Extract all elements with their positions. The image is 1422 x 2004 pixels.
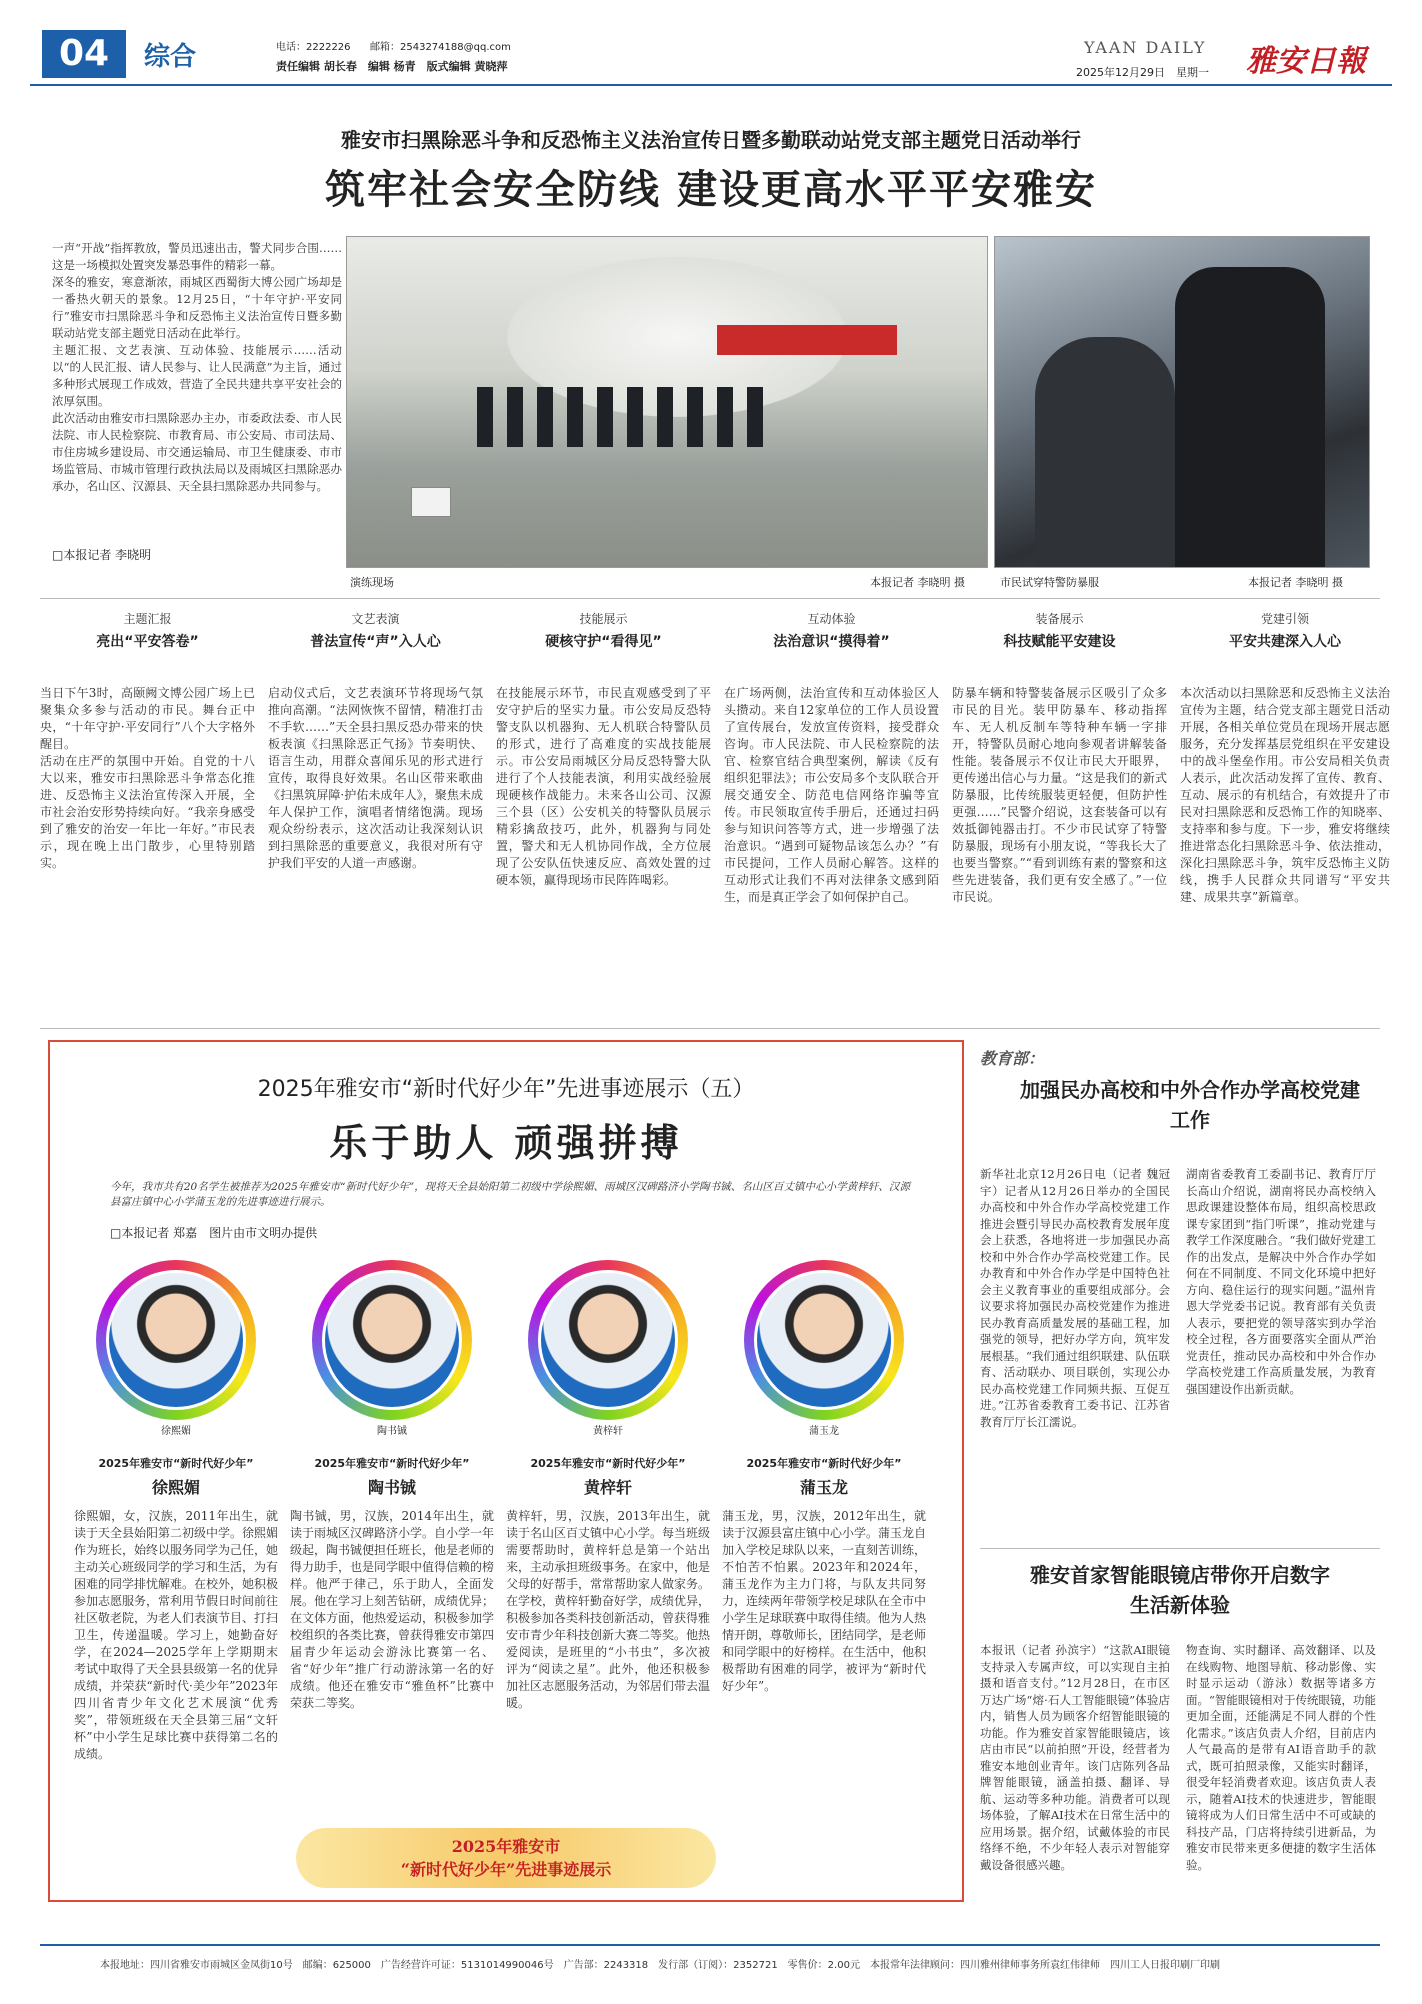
footer-rule: [40, 1944, 1380, 1946]
column-title: 平安共建深入人心: [1229, 634, 1341, 650]
issue-date: 2025年12月29日 星期一: [1076, 66, 1209, 79]
column-1: [40, 610, 255, 1025]
masthead: [30, 0, 1392, 88]
column-body: 本次活动以扫黑除恶和反恐怖主义法治宣传为主题，结合党支部主题党日活动开展，各相关单位党员在现场开展志愿服务，充分发挥基层党组织在平安建设中的战斗堡垒作用。市公安局相关负责人表示，此次活动发挥了宣传、教育、互动、展示的有机结合，有效提升了市民对扫黑除恶和反恐怖工作的知晓率、支持率和参与度。下一步，雅安将继续推进常态化扫黑除恶斗争、依法推动，深化扫黑除恶斗争，筑牢反恐怖主义防线，携手人民群众共同谱写“平安共建、成果共享”新篇章。: [1180, 686, 1390, 904]
hero-2: [290, 1260, 494, 1808]
caption-riot: 市民试穿特警防暴服: [1000, 576, 1099, 589]
footer-info: 本报地址：四川省雅安市雨城区金凤街10号 邮编：625000 广告经营许可证：5131014990046号 广告部：2243318 发行部（订阅）：2352721 零售价：2.00元 本报常年法律顾问：四川雅州律师事务所袁红伟律师 四川工人日报印刷厂印刷: [100, 1960, 1220, 1971]
hero-tag: 陶书铖: [377, 1426, 407, 1437]
youth-headline: 乐于助人 顽强拼搏: [329, 1121, 683, 1165]
edu-col1: 新华社北京12月26日电（记者 魏冠宇）记者从12月26日举办的全国民办高校和中外合作办学高校党建工作推进会暨引导民办高校教育发展年度会上获悉，各地将进一步加强民办高校和中外合作办学高校党建工作。民办教育和中外合作办学是中国特色社会主义教育事业的重要组成部分。会议要求将加强民办高校党建作为推进民办教育高质量发展的基础工程，加强党的领导，把好办学方向，筑牢发展根基。“我们通过组织联建、队伍联育、活动联办、项目联创，实现公办民办高校党建工作同频共振、互促互进。”江苏省委教育工委书记、江苏省教育厅厅长江濡说。: [980, 1167, 1170, 1429]
edu-headline: 加强民办高校和中外合作办学高校党建工作: [1020, 1078, 1360, 1132]
credit-drill: 本报记者 李晓明 摄: [870, 576, 965, 589]
column-5: [952, 610, 1167, 1025]
youth-byline: □本报记者 郑嘉 图片由市文明办提供: [110, 1226, 318, 1240]
column-kicker: 装备展示: [1035, 612, 1084, 626]
hero-award: 2025年雅安市“新时代好少年”: [746, 1457, 902, 1470]
mid-divider: [40, 1028, 1380, 1029]
column-body: 当日下午3时，高颐阙文博公园广场上已聚集众多参与活动的市民。舞台正中央，“十年守护·平安同行”八个大字格外醒目。 活动在庄严的氛围中开始。自党的十八大以来，雅安市扫黑除恶斗争常态化推进、反恐怖主义法治宣传深入开展，全市社会治安形势持续向好。“我亲身感受到了雅安的治安一年比一年好。”市民表示，现在晚上出门散步，心里特别踏实。: [40, 686, 255, 870]
hero-award: 2025年雅安市“新时代好少年”: [98, 1457, 254, 1470]
hero-body: 黄梓轩，男，汉族，2013年出生，就读于名山区百丈镇中心小学。每当班级需要帮助时，黄梓轩总是第一个站出来，主动承担班级事务。在家中，他是父母的好帮手，常常帮助家人做家务。在学校，黄梓轩勤奋好学，成绩优异，积极参加各类科技创新活动，曾获得雅安市青少年科技创新大赛二等奖。他热爱阅读，是班里的“小书虫”，多次被评为“阅读之星”。此外，他还积极参加社区志愿服务活动，为邻居们带去温暖。: [506, 1509, 710, 1710]
edu-col2: 湖南省委教育工委副书记、教育厅厅长高山介绍说，湖南将民办高校纳入思政课建设整体布局，组织高校思政课专家团到“指门听课”，推动党建与教学工作深度融合。“我们做好党建工作的出发点，是解决中外合作办学如何在不同制度、不同文化环境中把好方向、稳住运行的现实问题。”温州肯恩大学党委书记说。教育部有关负责人表示，要把党的领导落实到办学治校全过程，各方面要落实全面从严治党责任，推动民办高校和中外合作办学高校党建工作高质量发展，为教育强国建设作出新贡献。: [1186, 1167, 1376, 1396]
column-body: 在技能展示环节，市民直观感受到了平安守护后的坚实力量。市公安局反恐特警支队以机器狗、无人机联合特警队员的形式，进行了高难度的实战技能展示。市公安局雨城区分局反恐特警大队进行了个人技能表演，利用实战经验展现硬核作战能力。未来各山公司、汉源三个县（区）公安机关的特警队员展示精彩擒敌技巧，此外，机器狗与同处置，警犬和无人机协同作战，全方位展现了公安队伍快速反应、高效处置的过硬本领，赢得现场市民阵阵喝彩。: [496, 686, 711, 887]
hero-portrait: [744, 1260, 904, 1420]
hero-body: 徐熙媚，女，汉族，2011年出生，就读于天全县始阳第二初级中学。徐熙媚作为班长，始终以服务同学为己任，她主动关心班级同学的学习和生活，为有困难的同学排忧解难。在校外，她积极参加志愿服务，常利用节假日时间前往社区敬老院，为老人们表演节目、打扫卫生，传递温暖。学习上，她勤奋好学，在2024—2025学年上学期期末考试中取得了天全县县级第一名的优异成绩，并荣获“新时代·美少年”2023年四川省青少年文化艺术展演“优秀奖”，带领班级在天全县第三届“文轩杯”中小学生足球比赛中获得第二名的成绩。: [74, 1509, 278, 1761]
edu-article: [980, 1046, 1380, 1429]
hero-name: 陶书铖: [367, 1478, 416, 1497]
right-divider: [980, 1548, 1380, 1549]
photo-drill: [346, 236, 988, 568]
columns-row: [40, 610, 1390, 1030]
section-name: 综合: [144, 42, 197, 72]
hero-body: 陶书铖，男，汉族，2014年出生，就读于雨城区汉碑路济小学。自小学一年级起，陶书铖便担任班长，他是老师的得力助手，也是同学眼中值得信赖的榜样。他严于律己，乐于助人，全面发展。他在学习上刻苦钻研，成绩优异；在文体方面，他热爱运动，积极参加学校组织的各类比赛，曾获得雅安市第四届青少年运动会游泳比赛第一名、省“好少年”推广行动游泳第一名的好成绩。他还在雅安市“雅鱼杯”比赛中荣获二等奖。: [290, 1509, 494, 1710]
youth-kicker: 2025年雅安市“新时代好少年”先进事迹展示（五）: [257, 1077, 755, 1102]
hero-award: 2025年雅安市“新时代好少年”: [314, 1457, 470, 1470]
lead-intro-box: [52, 240, 342, 580]
column-6: [1180, 610, 1390, 1025]
email: 邮箱：2543274188@qq.com: [370, 42, 511, 53]
paper-name-cn: 雅安日報: [1246, 44, 1366, 79]
lead-divider: [40, 598, 1380, 599]
edu-kicker: 教育部：: [980, 1049, 1045, 1068]
hero-tag: 黄梓轩: [593, 1426, 623, 1437]
lead-intro: 一声“开战”指挥教放，警员迅速出击，警犬同步合围……这是一场模拟处置突发暴恐事件的精彩一幕。 深冬的雅安，寒意渐浓，雨城区西蜀街大博公园广场却是一番热火朝天的景象。12月25日，“十年守护·平安同行”雅安市扫黑除恶斗争和反恐怖主义法治宣传日暨多勤联动站党支部主题党日活动在此举行。 主题汇报、文艺表演、互动体验、技能展示……活动以“的人民汇报、请人民参与、让人民满意”为主旨，通过多种形式展现工作成效，营造了全民共建共享平安社会的浓厚氛围。 此次活动由雅安市扫黑除恶办主办，市委政法委、市人民法院、市人民检察院、市教育局、市公安局、市司法局、市住房城乡建设局、市交通运输局、市卫生健康委、市市场监管局、市城市管理行政执法局以及雨城区扫黑除恶办承办，名山区、汉源县、天全县扫黑除恶办共同参与。: [52, 241, 342, 493]
editors: 责任编辑 胡长春 编辑 杨青 版式编辑 黄晓萍: [276, 60, 508, 73]
column-3: [496, 610, 711, 1025]
glasses-col1: 本报讯（记者 孙滨宇）“这款AI眼镜支持录入专属声纹，可以实现自主拍摄和语音支付。”12月28日，在市区万达广场“熔·石人工智能眼镜”体验店内，销售人员为顾客介绍智能眼镜的功能。作为雅安首家智能眼镜店，该店由市民“以前拍照”开设，经营者为雅安本地创业青年。该门店陈列各品牌智能眼镜，涵盖拍摄、翻译、导航、运动等多种功能。消费者可以现场体验，了解AI技术在日常生活中的应用场景。据介绍，试戴体验的市民络绎不绝，不少年轻人表示对智能穿戴设备很感兴趣。: [980, 1643, 1170, 1872]
column-title: 硬核守护“看得见”: [545, 634, 662, 650]
caption-drill: 演练现场: [350, 576, 394, 589]
column-title: 亮出“平安答卷”: [96, 634, 199, 650]
youth-feature: [48, 1040, 964, 1902]
column-kicker: 技能展示: [579, 612, 628, 626]
banner-title: “新时代好少年”先进事迹展示: [400, 1860, 612, 1879]
hero-body: 蒲玉龙，男，汉族，2012年出生，就读于汉源县富庄镇中心小学。蒲玉龙自加入学校足球队以来，一直刻苦训练，不怕苦不怕累。2023年和2024年，蒲玉龙作为主力门将，与队友共同努力，连续两年带领学校足球队在全市中小学生足球联赛中取得佳绩。他为人热情开朗，尊敬师长，团结同学，是老师和同学眼中的好榜样。在生活中，他积极帮助有困难的同学，被评为“新时代好少年”。: [722, 1509, 926, 1693]
hero-portrait: [96, 1260, 256, 1420]
hero-name: 徐熙媚: [151, 1478, 200, 1497]
column-title: 普法宣传“声”入人心: [310, 634, 441, 650]
column-kicker: 互动体验: [807, 612, 856, 626]
page-number: 04: [42, 30, 126, 78]
police-line: [477, 387, 777, 447]
youth-intro: 今年，我市共有20名学生被推荐为2025年雅安市“新时代好少年”，现将天全县始阳第二初级中学徐熙媚、雨城区汉碑路济小学陶书铖、名山区百丈镇中心小学黄梓轩、汉源县富庄镇中心小学蒲玉龙的先进事迹进行展示。: [110, 1181, 910, 1208]
column-title: 科技赋能平安建设: [1003, 634, 1116, 650]
banner-shape: [717, 325, 897, 355]
lead-byline: □本报记者 李晓明: [52, 548, 152, 562]
robot-dog: [411, 487, 451, 517]
hero-4: [722, 1260, 926, 1748]
column-body: 在广场两侧，法治宣传和互动体验区人头攒动。来自12家单位的工作人员设置了宣传展台，发放宣传资料，接受群众咨询。市人民法院、市人民检察院的法官、检察官结合典型案例，解读《反有组织犯罪法》；市公安局多个支队联合开展交通安全、防范电信网络诈骗等宣传。市民领取宣传手册后，还通过扫码参与知识问答等方式，进一步增强了法治意识。“遇到可疑物品该怎么办？”有市民提问，工作人员耐心解答。这样的互动形式让我们不再对法律条文感到陌生，而是真正学会了如何保护自己。: [724, 686, 939, 904]
child-shape: [1035, 337, 1175, 567]
paper-name-en: YAAN DAILY: [1084, 38, 1207, 57]
lead-kicker: 雅安市扫黑除恶斗争和反恐怖主义法治宣传日暨多勤联动站党支部主题党日活动举行: [341, 128, 1081, 152]
hero-award: 2025年雅安市“新时代好少年”: [530, 1457, 686, 1470]
column-kicker: 主题汇报: [123, 612, 172, 626]
lead-headline: 筑牢社会安全防线 建设更高水平平安雅安: [325, 167, 1097, 213]
column-body: 防暴车辆和特警装备展示区吸引了众多市民的目光。装甲防暴车、移动指挥车、无人机反制车等特种车辆一字排开，特警队员耐心地向参观者讲解装备性能。装备展示不仅让市民大开眼界，更传递出信心与力量。“这是我们的新式防暴服，比传统服装更轻便，但防护性更强……”民警介绍说，这套装备可以有效抵御钝器击打。不少市民试穿了特警防暴服，现场有小朋友说，“等我长大了也要当警察。”“看到训练有素的警察和这些先进装备，我们更有安全感了。”一位市民说。: [952, 686, 1167, 904]
phone: 电话：2222226: [276, 42, 351, 53]
column-4: [724, 610, 939, 1025]
hero-3: [506, 1260, 710, 1808]
credit-riot: 本报记者 李晓明 摄: [1248, 576, 1343, 589]
hero-name: 黄梓轩: [583, 1478, 632, 1497]
column-kicker: 党建引领: [1260, 612, 1309, 626]
hero-portrait: [312, 1260, 472, 1420]
column-kicker: 文艺表演: [351, 612, 400, 626]
glasses-article: [980, 1560, 1380, 1872]
hero-portrait: [528, 1260, 688, 1420]
column-2: [268, 610, 483, 1025]
hero-name: 蒲玉龙: [799, 1478, 848, 1497]
column-body: 启动仪式后，文艺表演环节将现场气氛推向高潮。“法网恢恢不留情，精准打击不手软……”天全县扫黑反恐办带来的快板表演《扫黑除恶正气扬》节奏明快、语言生动，用群众喜闻乐见的形式进行宣传，取得良好效果。名山区带来歌曲《扫黑筑屏障·护佑未成年人》，聚焦未成年人保护工作，演唱者情绪饱满。现场观众纷纷表示，这次活动让我深刻认识到扫黑除恶的重要意义，我很对所有守护我们平安的人道一声感谢。: [268, 686, 483, 870]
glasses-headline: 雅安首家智能眼镜店带你开启数字生活新体验: [1030, 1563, 1330, 1617]
hero-tag: 徐熙媚: [161, 1426, 191, 1437]
column-title: 法治意识“摸得着”: [773, 634, 890, 650]
hero-1: [74, 1260, 278, 1808]
glasses-col2: 物查询、实时翻译、高效翻译、以及在线购物、地图导航、移动影像、实时显示运动（游泳）数据等诸多方面。“智能眼镜相对于传统眼镜，功能更加全面，还能满足不同人群的个性化需求。”该店负责人介绍，目前店内人气最高的是带有AI语音助手的款式，既可拍照录像，又能实时翻译，很受年轻消费者欢迎。该店负责人表示，随着AI技术的快速进步，智能眼镜将成为人们日常生活中不可或缺的科技产品，门店将持续引进新品，为雅安市民带来更多便捷的数字生活体验。: [1186, 1643, 1376, 1872]
officer-shape: [1175, 267, 1325, 567]
banner-year: 2025年雅安市: [451, 1837, 561, 1856]
photo-riot-gear: [994, 236, 1370, 568]
hero-tag: 蒲玉龙: [809, 1426, 839, 1437]
youth-banner: [296, 1828, 716, 1888]
masthead-rule: [30, 84, 1392, 86]
